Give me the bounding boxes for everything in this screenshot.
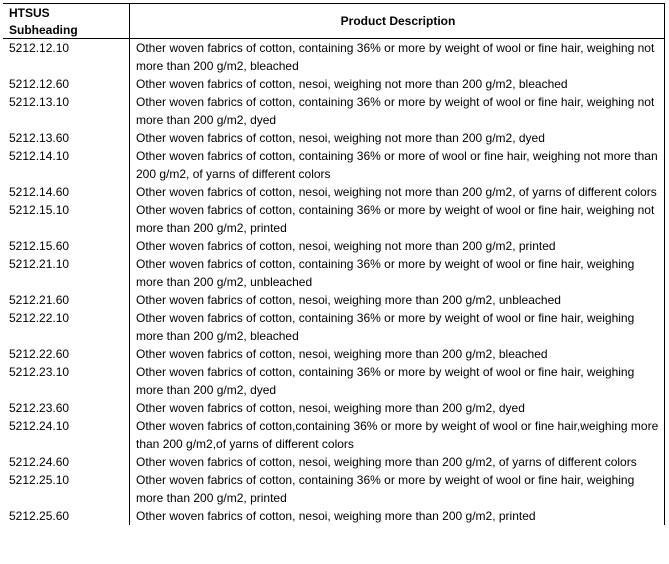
table-row <box>3 147 665 183</box>
htsus-code-cell: 5212.24.10 <box>3 417 130 453</box>
htsus-code-cell: 5212.14.60 <box>3 183 130 201</box>
product-description-cell: Other woven fabrics of cotton, nesoi, weighing not more than 200 g/m2, bleached <box>130 75 665 93</box>
htsus-code-cell: 5212.23.10 <box>3 363 130 399</box>
product-description-cell: Other woven fabrics of cotton, containing 36% or more by weight of wool or fine hair, weighing not more than 200 g/m2, printed <box>130 201 665 237</box>
product-description-cell: Other woven fabrics of cotton, containing 36% or more by weight of wool or fine hair, weighing more than 200 g/m2, bleached <box>130 309 665 345</box>
header-htsus-subheading <box>3 4 130 39</box>
table-header-row <box>3 4 665 39</box>
header-product-description: Product Description <box>130 4 665 39</box>
table-row <box>3 93 665 129</box>
product-description-cell: Other woven fabrics of cotton,containing 36% or more by weight of wool or fine hair,weighing more than 200 g/m2,of yarns of different colors <box>130 417 665 453</box>
table-row <box>3 363 665 399</box>
product-description-cell: Other woven fabrics of cotton, nesoi, weighing not more than 200 g/m2, printed <box>130 237 665 255</box>
table-row <box>3 183 665 201</box>
htsus-code-cell: 5212.13.60 <box>3 129 130 147</box>
table-row <box>3 453 665 471</box>
htsus-code-cell: 5212.15.10 <box>3 201 130 237</box>
table-row <box>3 399 665 417</box>
table-row <box>3 417 665 453</box>
table-row <box>3 75 665 93</box>
table-row <box>3 507 665 525</box>
htsus-code-cell: 5212.13.10 <box>3 93 130 129</box>
product-description-cell: Other woven fabrics of cotton, nesoi, weighing more than 200 g/m2, bleached <box>130 345 665 363</box>
htsus-code-cell: 5212.22.60 <box>3 345 130 363</box>
product-description-cell: Other woven fabrics of cotton, containing 36% or more of wool or fine hair, weighing not more than 200 g/m2, of yarns of different colors <box>130 147 665 183</box>
header-line-2: Subheading <box>9 23 78 37</box>
table-row <box>3 291 665 309</box>
htsus-code-cell: 5212.23.60 <box>3 399 130 417</box>
htsus-code-cell: 5212.21.60 <box>3 291 130 309</box>
htsus-code-cell: 5212.24.60 <box>3 453 130 471</box>
htsus-code-cell: 5212.21.10 <box>3 255 130 291</box>
table-row <box>3 39 665 76</box>
table-row <box>3 471 665 507</box>
product-description-cell: Other woven fabrics of cotton, containing 36% or more by weight of wool or fine hair, weighing not more than 200 g/m2, bleached <box>130 39 665 76</box>
header-line-1: HTSUS <box>9 6 50 20</box>
table-row <box>3 309 665 345</box>
htsus-code-cell: 5212.15.60 <box>3 237 130 255</box>
product-description-cell: Other woven fabrics of cotton, nesoi, weighing more than 200 g/m2, unbleached <box>130 291 665 309</box>
table-row <box>3 201 665 237</box>
htsus-code-cell: 5212.14.10 <box>3 147 130 183</box>
product-description-cell: Other woven fabrics of cotton, nesoi, weighing more than 200 g/m2, printed <box>130 507 665 525</box>
htsus-table <box>3 3 665 525</box>
table-row <box>3 255 665 291</box>
product-description-cell: Other woven fabrics of cotton, nesoi, weighing not more than 200 g/m2, dyed <box>130 129 665 147</box>
product-description-cell: Other woven fabrics of cotton, containing 36% or more by weight of wool or fine hair, weighing more than 200 g/m2, dyed <box>130 363 665 399</box>
htsus-code-cell: 5212.12.60 <box>3 75 130 93</box>
product-description-cell: Other woven fabrics of cotton, nesoi, weighing more than 200 g/m2, dyed <box>130 399 665 417</box>
htsus-code-cell: 5212.12.10 <box>3 39 130 76</box>
htsus-code-cell: 5212.25.10 <box>3 471 130 507</box>
table-row <box>3 345 665 363</box>
product-description-cell: Other woven fabrics of cotton, nesoi, weighing more than 200 g/m2, of yarns of different colors <box>130 453 665 471</box>
product-description-cell: Other woven fabrics of cotton, containing 36% or more by weight of wool or fine hair, weighing not more than 200 g/m2, dyed <box>130 93 665 129</box>
product-description-cell: Other woven fabrics of cotton, nesoi, weighing not more than 200 g/m2, of yarns of different colors <box>130 183 665 201</box>
product-description-cell: Other woven fabrics of cotton, containing 36% or more by weight of wool or fine hair, weighing more than 200 g/m2, printed <box>130 471 665 507</box>
table-row <box>3 129 665 147</box>
product-description-cell: Other woven fabrics of cotton, containing 36% or more by weight of wool or fine hair, weighing more than 200 g/m2, unbleached <box>130 255 665 291</box>
table-row <box>3 237 665 255</box>
htsus-code-cell: 5212.22.10 <box>3 309 130 345</box>
htsus-code-cell: 5212.25.60 <box>3 507 130 525</box>
